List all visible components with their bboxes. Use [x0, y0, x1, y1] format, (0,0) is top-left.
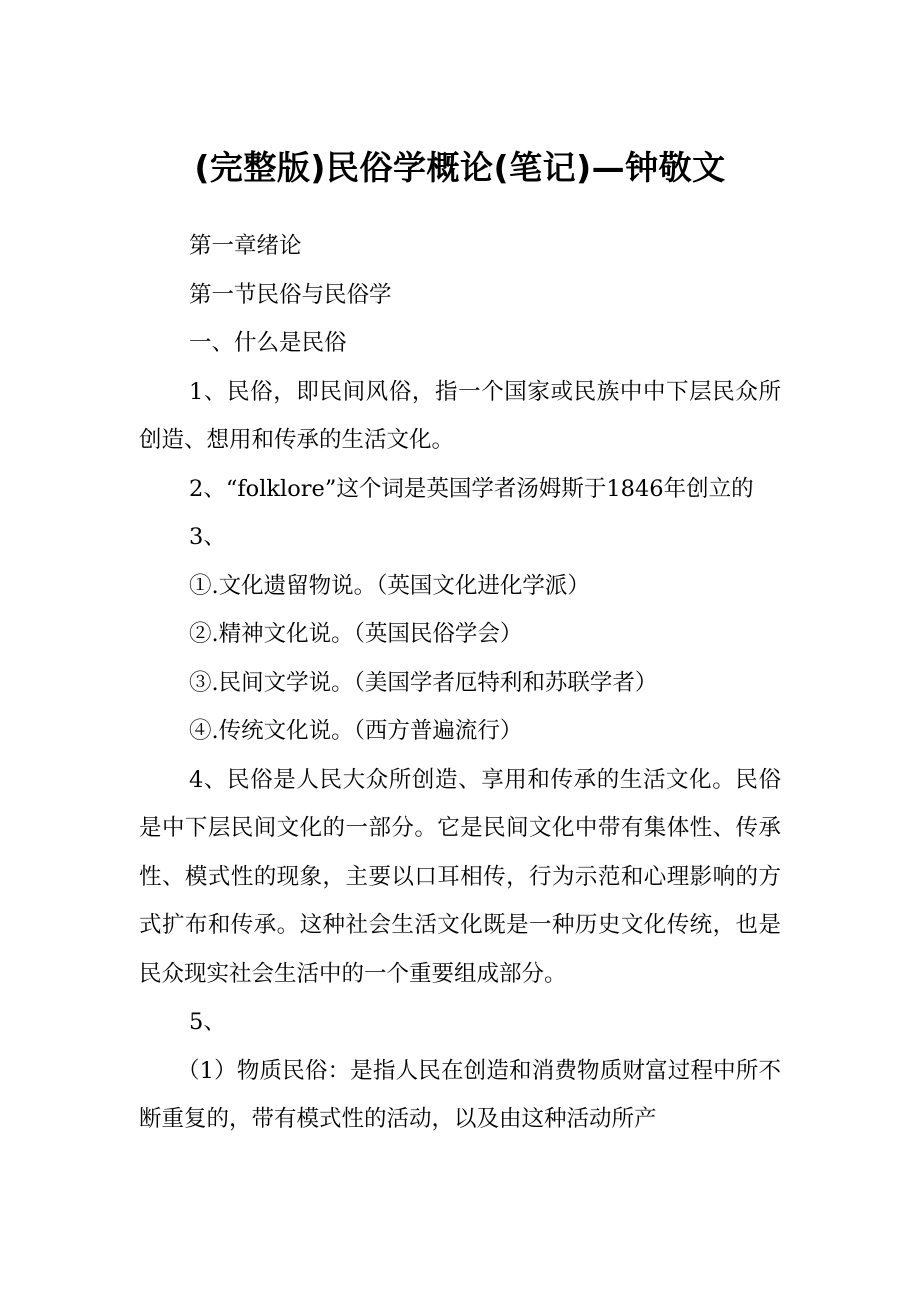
section-heading: 第一节民俗与民俗学: [189, 281, 392, 308]
paragraph-3-label: 3、: [189, 524, 226, 550]
list-item-1: ①.文化遗留物说。（英国文化进化学派）: [189, 572, 590, 599]
paragraph-5-label: 5、: [189, 1009, 226, 1035]
paragraph-4: 4、民俗是人民大众所创造、享用和传承的生活文化。民俗是中下层民间文化的一部分。它是民间文化中带有集体性、传承性、模式性的现象，主要以口耳相传，行为示范和心理影响的方式扩布和传承。这种社会生活文化既是一种历史文化传统，也是民众现实社会生活中的一个重要组成部分。: [139, 766, 781, 987]
document-title: (完整版)民俗学概论(笔记)—钟敬文: [194, 148, 726, 187]
paragraph-2: 2、“folklore”这个词是英国学者汤姆斯于1846年创立的: [189, 475, 754, 502]
paragraph-5-1: （1）物质民俗：是指人民在创造和消费物质财富过程中所不断重复的，带有模式性的活动，以及由这种活动所产: [139, 1057, 781, 1132]
list-item-2: ②.精神文化说。（英国民俗学会）: [189, 621, 523, 647]
paragraph-1: 1、民俗，即民间风俗，指一个国家或民族中中下层民众所创造、想用和传承的生活文化。: [139, 378, 781, 453]
list-item-3: ③.民间文学说。（美国学者厄特利和苏联学者）: [189, 669, 658, 696]
subsection-heading: 一、什么是民俗: [189, 330, 347, 356]
chapter-heading: 第一章绪论: [189, 233, 302, 259]
list-item-4: ④.传统文化说。（西方普遍流行）: [189, 718, 523, 744]
document-body: [139, 222, 781, 1144]
